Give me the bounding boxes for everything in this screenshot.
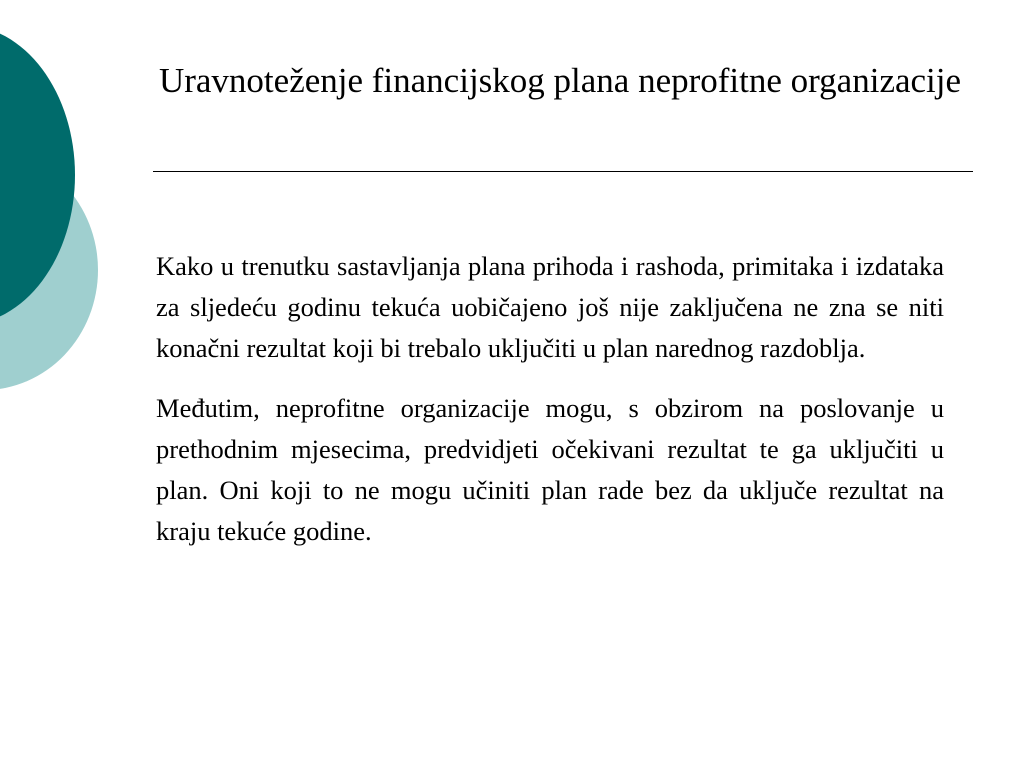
- title-divider: [153, 171, 973, 172]
- slide-body: [156, 246, 944, 571]
- paragraph-2: Međutim, neprofitne organizacije mogu, s obzirom na poslovanje u prethodnim mjesecima, predvidjeti očekivani rezultat te ga uključiti u plan. Oni koji to ne mogu učiniti plan rade bez da uključe rezultat na kraju tekuće godine.: [156, 393, 944, 546]
- paragraph-1: Kako u trenutku sastavljanja plana prihoda i rashoda, primitaka i izdataka za sljedeću godinu tekuća uobičajeno još nije zaključena ne zna se niti konačni rezultat koji bi trebalo uključiti u plan narednog razdoblja.: [156, 251, 944, 363]
- slide-title: Uravnoteženje financijskog plana neprofitne organizacije: [158, 61, 962, 100]
